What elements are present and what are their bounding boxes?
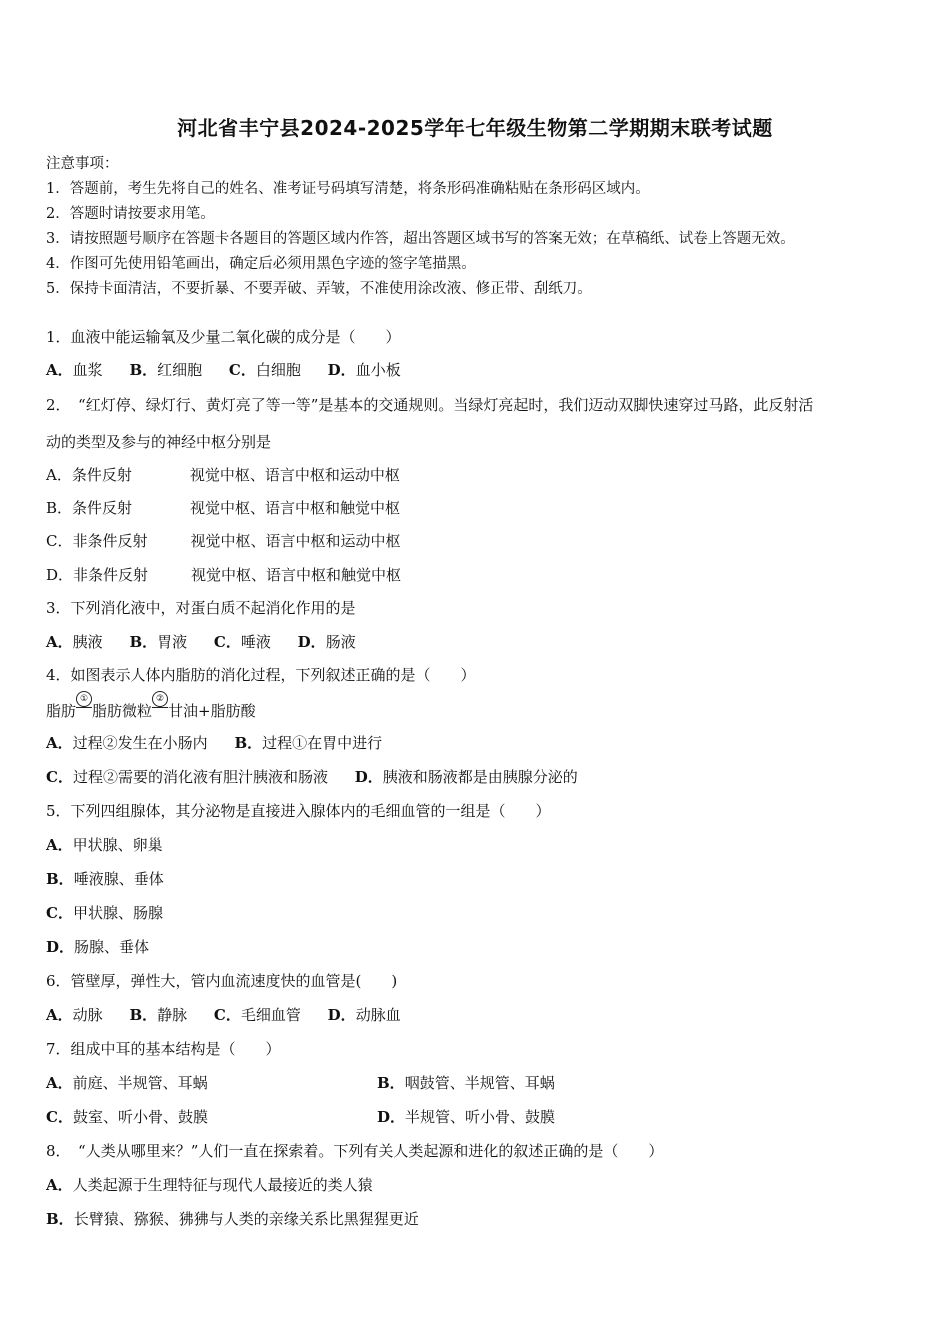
option-a[interactable]: A．胰液	[46, 633, 103, 651]
digestion-process-diagram	[46, 694, 256, 721]
notice-item: 1．答题前，考生先将自己的姓名、准考证号码填写清楚，将条形码准确粘贴在条形码区域内。	[46, 181, 650, 197]
process-products: 甘油+脂肪酸	[168, 702, 256, 720]
question-6-stem: 6．管壁厚，弹性大，管内血流速度快的血管是( )	[46, 972, 398, 990]
option-c[interactable]: C．过程②需要的消化液有胆汁胰液和肠液	[46, 768, 328, 786]
option-d[interactable]: D．胰液和肠液都是由胰腺分泌的	[354, 768, 578, 786]
question-1-options	[46, 359, 401, 380]
option-d[interactable]: D．肠液	[297, 633, 356, 651]
option-d[interactable]: D．非条件反射 视觉中枢、语言中枢和触觉中枢	[46, 566, 402, 584]
option-c[interactable]: C．甲状腺、肠腺	[46, 904, 163, 922]
option-b[interactable]: B．红细胞	[129, 361, 203, 379]
option-c[interactable]: C．毛细血管	[213, 1006, 301, 1024]
option-b[interactable]: B．长臂猿、猕猴、狒狒与人类的亲缘关系比黑猩猩更近	[46, 1210, 419, 1228]
option-b[interactable]: B．咽鼓管、半规管、耳蜗	[377, 1074, 555, 1092]
notice-heading: 注意事项：	[46, 156, 119, 172]
option-a[interactable]: A．动脉	[46, 1006, 103, 1024]
option-b[interactable]: B．唾液腺、垂体	[46, 870, 164, 888]
arrow-step-2-icon: ②	[152, 698, 168, 716]
question-8-stem: 8． “人类从哪里来？”人们一直在探索着。下列有关人类起源和进化的叙述正确的是（ ）	[46, 1142, 664, 1160]
question-7-stem: 7．组成中耳的基本结构是（ ）	[46, 1040, 281, 1058]
notice-item: 4．作图可先使用铅笔画出，确定后必须用黑色字迹的签字笔描黑。	[46, 256, 476, 272]
option-a[interactable]: A．条件反射 视觉中枢、语言中枢和运动中枢	[46, 466, 400, 484]
question-1-stem: 1．血液中能运输氧及少量二氧化碳的成分是（ ）	[46, 328, 401, 346]
question-2-stem-line2: 动的类型及参与的神经中枢分别是	[46, 433, 272, 451]
option-a[interactable]: A．过程②发生在小肠内	[46, 734, 208, 752]
notice-item: 5．保持卡面清洁，不要折暴、不要弄破、弄皱，不准使用涂改液、修正带、刮纸刀。	[46, 281, 592, 297]
option-a[interactable]: A．甲状腺、卵巢	[46, 836, 163, 854]
arrow-step-1-icon: ①	[76, 698, 92, 716]
question-4-options-row1	[46, 732, 382, 753]
question-6-options	[46, 1004, 401, 1025]
page-title: 河北省丰宁县2024-2025学年七年级生物第二学期期末联考试题	[177, 116, 773, 140]
option-c[interactable]: C．唾液	[213, 633, 271, 651]
option-a[interactable]: A．前庭、半规管、耳蜗	[46, 1074, 208, 1092]
option-d[interactable]: D．肠腺、垂体	[46, 938, 150, 956]
option-b[interactable]: B．过程①在胃中进行	[234, 734, 383, 752]
option-d[interactable]: D．动脉血	[327, 1006, 401, 1024]
option-b[interactable]: B．胃液	[129, 633, 188, 651]
notice-item: 3．请按照题号顺序在答题卡各题目的答题区域内作答，超出答题区域书写的答案无效；在草稿纸、试卷上答题无效。	[46, 231, 795, 247]
question-3-stem: 3．下列消化液中，对蛋白质不起消化作用的是	[46, 599, 356, 617]
question-2-stem-line1: 2． “红灯停、绿灯行、黄灯亮了等一等”是基本的交通规则。当绿灯亮起时，我们迈动双脚快速穿过马路，此反射活	[46, 396, 814, 414]
option-a[interactable]: A．血浆	[46, 361, 103, 379]
option-c[interactable]: C．非条件反射 视觉中枢、语言中枢和运动中枢	[46, 532, 401, 550]
notice-item: 2．答题时请按要求用笔。	[46, 206, 215, 222]
option-d[interactable]: D．半规管、听小骨、鼓膜	[377, 1108, 556, 1126]
process-fat-droplets: 脂肪微粒	[92, 702, 153, 720]
question-3-options	[46, 631, 356, 652]
option-b[interactable]: B．条件反射 视觉中枢、语言中枢和触觉中枢	[46, 499, 401, 517]
option-c[interactable]: C．白细胞	[228, 361, 301, 379]
question-5-stem: 5．下列四组腺体，其分泌物是直接进入腺体内的毛细血管的一组是（ ）	[46, 802, 551, 820]
process-fat: 脂肪	[46, 702, 77, 720]
option-b[interactable]: B．静脉	[129, 1006, 188, 1024]
question-4-stem: 4．如图表示人体内脂肪的消化过程，下列叙述正确的是（ ）	[46, 666, 476, 684]
question-4-options-row2	[46, 766, 578, 787]
option-c[interactable]: C．鼓室、听小骨、鼓膜	[46, 1108, 208, 1126]
option-d[interactable]: D．血小板	[327, 361, 401, 379]
option-a[interactable]: A．人类起源于生理特征与现代人最接近的类人猿	[46, 1176, 373, 1194]
